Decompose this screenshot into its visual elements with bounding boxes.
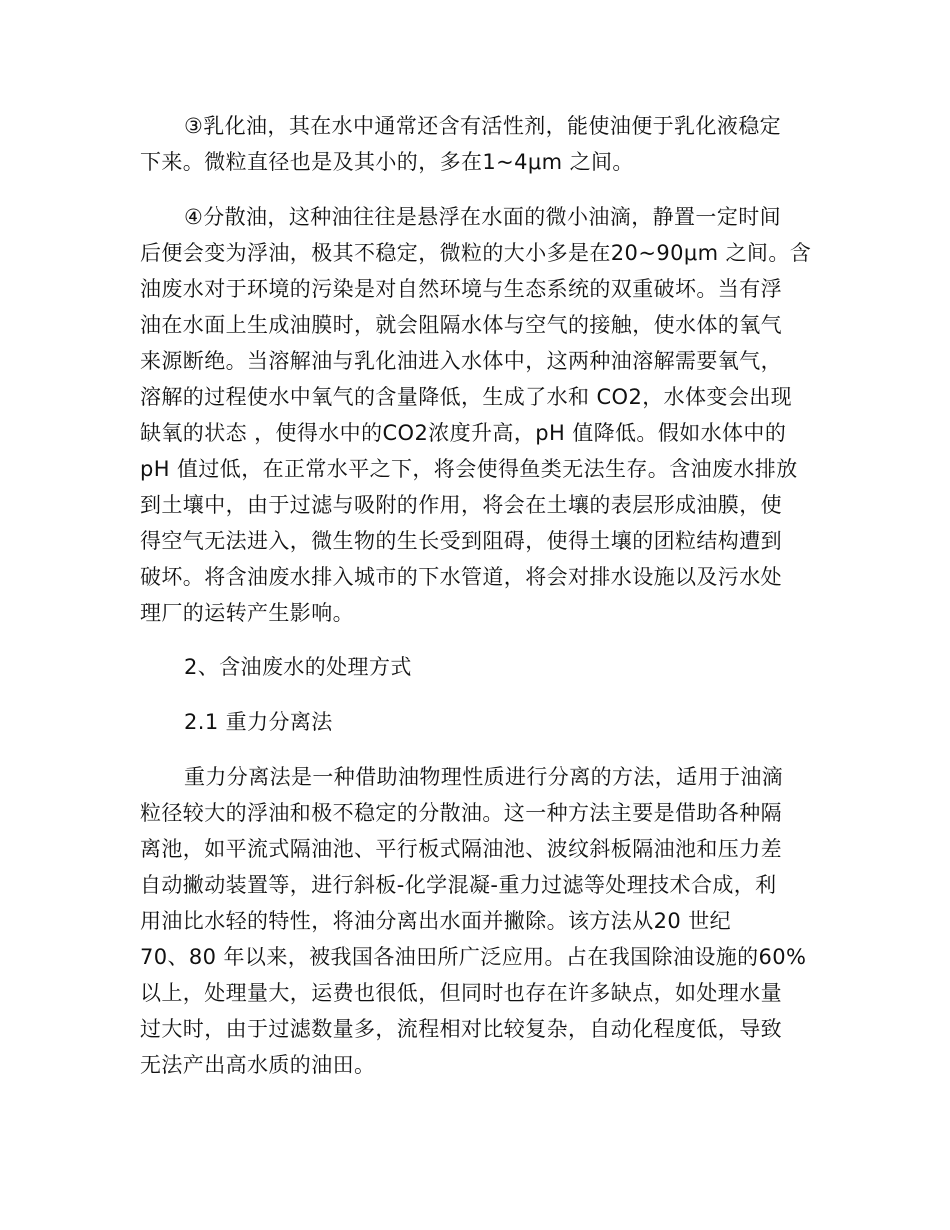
paragraph-line: 缺氧的状态 ，使得水中的CO2浓度升高，pH 值降低。假如水体中的	[140, 421, 787, 445]
paragraph-line: 离池，如平流式隔油池、平行板式隔油池、波纹斜板隔油池和压力差	[140, 837, 782, 861]
paragraph-line: 理厂的运转产生影响。	[140, 601, 354, 625]
paragraph-line: 粒径较大的浮油和极不稳定的分散油。这一种方法主要是借助各种隔	[140, 801, 782, 825]
paragraph-line: 自动撇动装置等，进行斜板-化学混凝-重力过滤等处理技术合成，利	[140, 873, 777, 897]
paragraph-line: 以上，处理量大，运费也很低，但同时也存在许多缺点，如处理水量	[140, 981, 782, 1005]
paragraph-line: pH 值过低，在正常水平之下，将会使得鱼类无法生存。含油废水排放	[140, 457, 798, 481]
paragraph-line: 得空气无法进入，微生物的生长受到阻碍，使得土壤的团粒结构遭到	[140, 529, 782, 553]
subsection-heading: 2.1 重力分离法	[184, 710, 333, 734]
paragraph-line: 来源断绝。当溶解油与乳化油进入水体中，这两种油溶解需要氧气，	[140, 349, 782, 373]
paragraph-line: 无法产出高水质的油田。	[140, 1053, 376, 1077]
paragraph-line: 油废水对于环境的污染是对自然环境与生态系统的双重破坏。当有浮	[140, 277, 782, 301]
paragraph-line: 后便会变为浮油，极其不稳定，微粒的大小多是在20~90μm 之间。含	[140, 241, 812, 265]
paragraph-line: 油在水面上生成油膜时，就会阻隔水体与空气的接触，使水体的氧气	[140, 313, 782, 337]
paragraph-line: 溶解的过程使水中氧气的含量降低，生成了水和 CO2，水体变会出现	[140, 385, 793, 409]
paragraph-line: 到土壤中，由于过滤与吸附的作用，将会在土壤的表层形成油膜，使	[140, 493, 782, 517]
paragraph-line: 用油比水轻的特性，将油分离出水面并撇除。该方法从20 世纪	[140, 909, 731, 933]
paragraph-line: ③乳化油，其在水中通常还含有活性剂，能使油便于乳化液稳定	[184, 114, 782, 138]
paragraph-line: 70、80 年以来，被我国各油田所广泛应用。占在我国除油设施的60%	[140, 945, 807, 969]
paragraph-line: 破坏。将含油废水排入城市的下水管道，将会对排水设施以及污水处	[140, 565, 782, 589]
section-heading: 2、含油废水的处理方式	[184, 655, 412, 679]
paragraph-line: 下来。微粒直径也是及其小的，多在1~4μm 之间。	[140, 150, 634, 174]
paragraph-line: 过大时，由于过滤数量多，流程相对比较复杂，自动化程度低，导致	[140, 1017, 782, 1041]
paragraph-line: 重力分离法是一种借助油物理性质进行分离的方法，适用于油滴	[184, 765, 784, 789]
paragraph-line: ④分散油，这种油往往是悬浮在水面的微小油滴，静置一定时间	[184, 205, 782, 229]
